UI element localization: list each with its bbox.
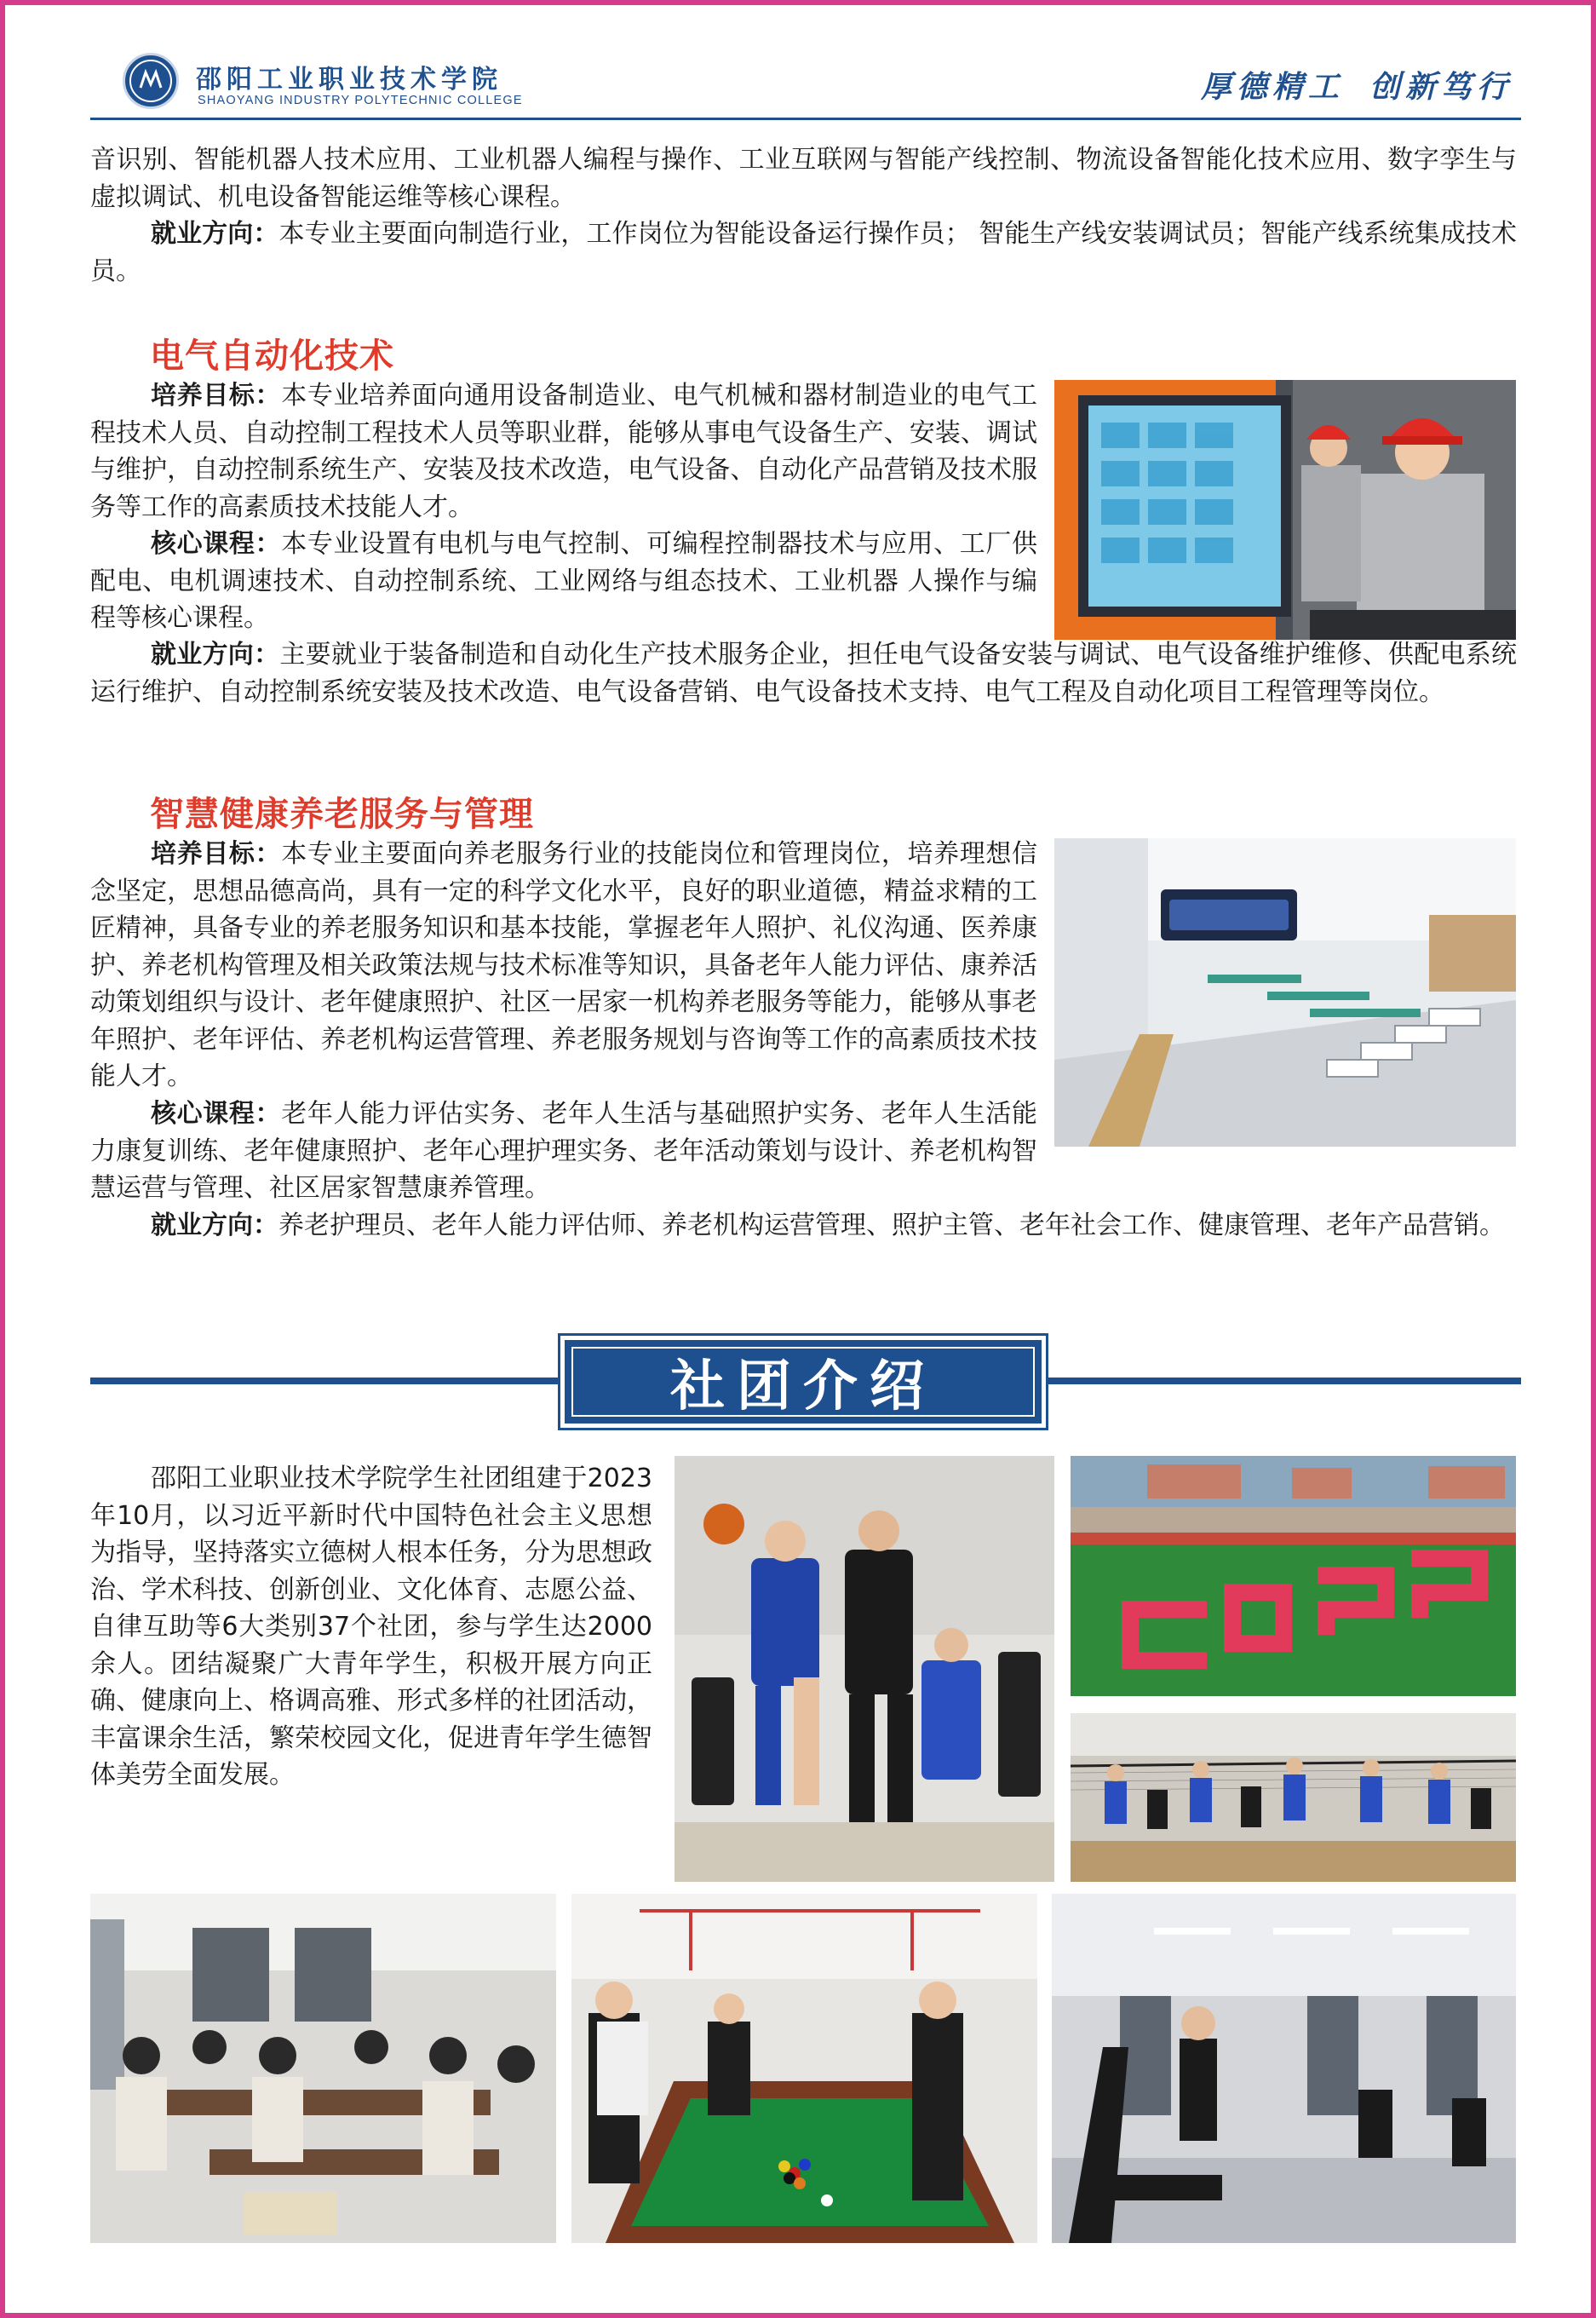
employment-text: 养老护理员、老年人能力评估师、养老机构运营管理、照护主管、老年社会工作、健康管理、老年产品营销。: [278, 1211, 1505, 1240]
eldercare-core: [90, 1096, 1037, 1207]
core-text: 老年人能力评估实务、老年人生活与基础照护实务、老年人生活能力康复训练、老年健康照护、老年心理护理实务、老年活动策划与设计、养老机构智慧运营与管理、社区居家智慧康养管理。: [90, 1099, 1038, 1203]
stadium-aerial-photo: [1071, 1456, 1516, 1696]
electrical-goal: [90, 377, 1037, 526]
calligraphy-club-photo: [90, 1894, 556, 2243]
employment-text: 本专业主要面向制造行业，工作岗位为智能设备运行操作员； 智能生产线安装调试员；智能产线系统集成技术员。: [90, 219, 1517, 286]
school-name-en: SHAOYANG INDUSTRY POLYTECHNIC COLLEGE: [198, 94, 523, 107]
clubs-intro: 邵阳工业职业技术学院学生社团组建于2023年10月，以习近平新时代中国特色社会主义思想为指导，坚持落实立德树人根本任务，分为思想政治、学术科技、创新创业、文化体育、志愿公益、自律互助等6大类别37个社团，参与学生达2000余人。团结凝聚广大青年学生，积极开展方向正确、健康向上、格调高雅、形式多样的社团活动，丰富课余生活，繁荣校园文化，促进青年学生德智体美劳全面发展。: [90, 1464, 652, 1790]
employment-label: 就业方向：: [151, 219, 279, 249]
employment-text: 主要就业于装备制造和自动化生产技术服务企业，担任电气设备安装与调试、电气设备维护维修、供配电系统运行维护、自动控制系统安装及技术改造、电气设备营销、电气设备技术支持、电气工程及自动化项目工程管理等岗位。: [90, 640, 1518, 707]
core-label: 核心课程：: [151, 1099, 282, 1129]
electrical-employment: [90, 636, 1517, 710]
section-title-electrical: 电气自动化技术: [150, 336, 394, 376]
eldercare-employment: [90, 1207, 1517, 1245]
continued-employment: [90, 216, 1517, 290]
goal-label: 培养目标：: [151, 839, 282, 869]
electrical-lab-photo: [1054, 380, 1516, 640]
clubs-banner-title: 社团介绍: [670, 1355, 936, 1418]
school-logo-icon: [123, 53, 179, 109]
volleyball-photo: [1071, 1713, 1516, 1882]
employment-label: 就业方向：: [151, 640, 280, 670]
core-text: 本专业设置有电机与电气控制、可编程控制器技术与应用、工厂供配电、电机调速技术、自动控制系统、工业网络与组态技术、工业机器 人操作与编程等核心课程。: [90, 529, 1038, 633]
goal-label: 培养目标：: [151, 381, 282, 411]
employment-label: 就业方向：: [151, 1211, 278, 1240]
goal-text: 本专业主要面向养老服务行业的技能岗位和管理岗位，培养理想信念坚定，思想品德高尚，具有一定的科学文化水平，良好的职业道德，精益求精的工匠精神，具备专业的养老服务知识和基本技能，掌握老年人照护、礼仪沟通、医养康护、养老机构管理及相关政策法规与技术标准等知识，具备老年人能力评估、康养活动策划组织与设计、老年健康照护、社区一居家一机构养老服务等能力，能够从事老年照护、老年评估、养老机构运营管理、养老服务规划与咨询等工作的高素质技术技能人才。: [90, 839, 1038, 1091]
basketball-photo: [675, 1456, 1054, 1882]
motto-part: 创新笃行: [1369, 69, 1513, 105]
continued-courses: 音识别、智能机器人技术应用、工业机器人编程与操作、工业互联网与智能产线控制、物流设备智能化技术应用、数字孪生与虚拟调试、机电设备智能运维等核心课程。: [90, 145, 1517, 212]
goal-text: 本专业培养面向通用设备制造业、电气机械和器材制造业的电气工程技术人员、自动控制工程技术人员等职业群，能够从事电气设备生产、安装、调试与维护，自动控制系统生产、安装及技术改造，电气设备、自动化产品营销及技术服务等工作的高素质技术技能人才。: [90, 381, 1038, 522]
eldercare-room-photo: [1054, 838, 1516, 1147]
eldercare-goal: [90, 836, 1037, 1096]
school-name-cn: 邵阳工业职业技术学院: [196, 65, 502, 95]
core-label: 核心课程：: [151, 529, 282, 559]
billiards-club-photo: [571, 1894, 1037, 2243]
electrical-core: [90, 526, 1037, 637]
clubs-banner: [560, 1336, 1046, 1428]
motto-part: 厚德精工: [1200, 69, 1344, 105]
school-motto: [1201, 63, 1513, 106]
fitness-club-photo: [1052, 1894, 1516, 2243]
page-header: [90, 41, 1521, 126]
section-title-eldercare: 智慧健康养老服务与管理: [150, 795, 534, 834]
header-divider: [90, 118, 1521, 120]
